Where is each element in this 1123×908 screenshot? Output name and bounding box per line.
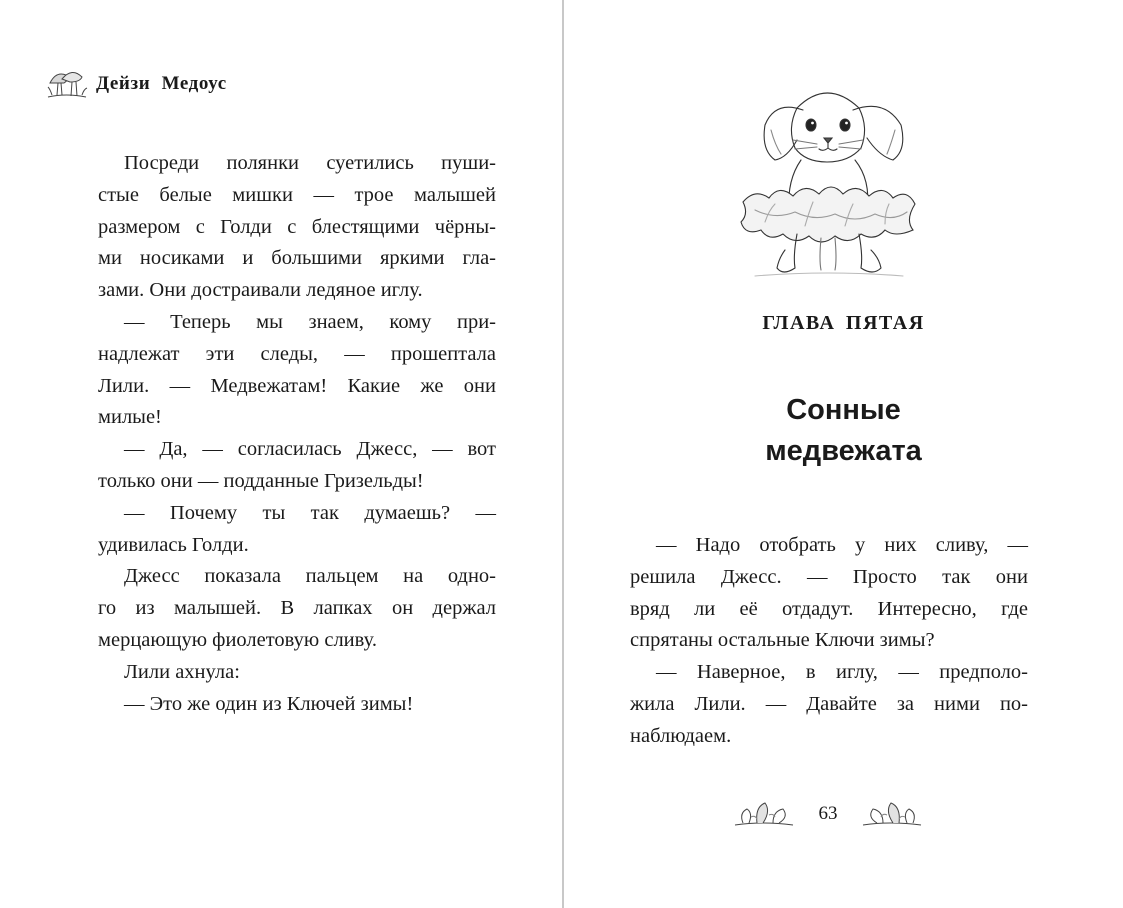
paragraph [630, 530, 1028, 657]
text-line: Лили. — Медвежатам! Какие же они [98, 374, 496, 397]
text-line: милые! [98, 406, 162, 429]
text-line: — Наверное, в иглу, — предполо- [656, 661, 1028, 684]
running-head [46, 66, 227, 102]
text-line: Джесс показала пальцем на одно- [124, 565, 496, 588]
text-line: наблюдаем. [630, 724, 732, 747]
right-body-text [630, 530, 1028, 753]
paragraph [98, 689, 496, 721]
paragraph [630, 657, 1028, 752]
text-line: ми носиками и большими яркими гла- [98, 247, 496, 270]
text-line: мерцающую фиолетовую сливу. [98, 628, 377, 651]
text-line: — Теперь мы знаем, кому при- [124, 310, 496, 333]
author-name: Дейзи Медоус [96, 73, 227, 94]
text-line: — Да, — согласилась Джесс, — вот [124, 438, 496, 461]
text-line: Посреди полянки суетились пуши- [124, 152, 496, 174]
chapter-label: ГЛАВА ПЯТАЯ [762, 312, 925, 334]
text-line: Лили ахнула: [124, 660, 240, 683]
paragraph [98, 148, 496, 307]
text-line: спрятаны остальные Ключи зимы? [630, 629, 935, 652]
text-line: — Надо отобрать у них сливу, — [656, 534, 1028, 556]
page-folio [733, 793, 923, 833]
page-number: 63 [818, 803, 838, 824]
chapter-title-line: Сонные [786, 394, 901, 426]
paragraph [98, 498, 496, 562]
paragraph [98, 561, 496, 656]
chapter-title [564, 390, 1123, 472]
text-line: удивилась Голди. [98, 533, 249, 556]
text-line: го из малышей. В лапках он держал [98, 597, 496, 620]
text-line: зами. Они достраивали ледяное иглу. [98, 279, 423, 302]
paragraph [98, 434, 496, 498]
bunny-illustration-icon [735, 70, 921, 285]
text-line: решила Джесс. — Просто так они [630, 565, 1028, 588]
mushroom-cluster-icon [46, 67, 88, 101]
text-line: — Это же один из Ключей зимы! [124, 692, 414, 715]
text-line: — Почему ты так думаешь? — [124, 501, 496, 524]
paragraph [98, 307, 496, 434]
floral-ornament-icon [861, 797, 923, 829]
text-line: жила Лили. — Давайте за ними по- [630, 692, 1028, 715]
paragraph [98, 657, 496, 689]
chapter-title-line: медвежата [765, 435, 922, 467]
text-line: надлежат эти следы, — прошептала [98, 342, 496, 365]
text-line: стые белые мишки — трое малышей [98, 183, 496, 206]
text-line: размером с Голди с блестящими чёрны- [98, 215, 496, 238]
text-line: вряд ли её отдадут. Интересно, где [630, 597, 1028, 620]
left-body-text [98, 148, 496, 720]
text-line: только они — подданные Гризельды! [98, 469, 424, 492]
